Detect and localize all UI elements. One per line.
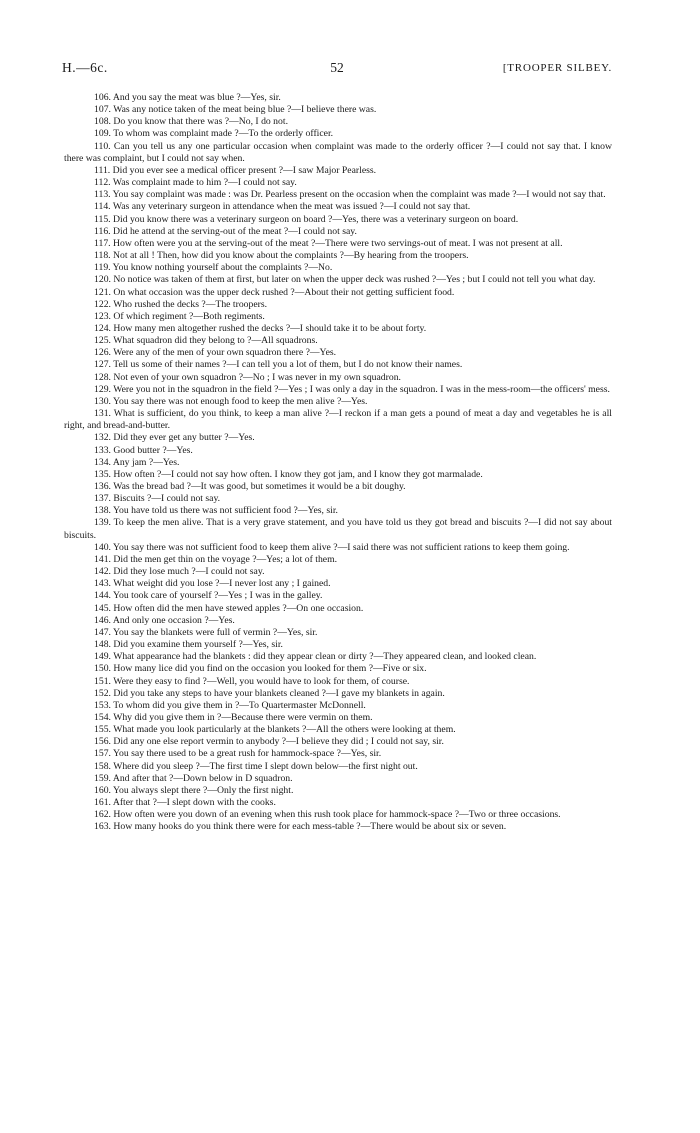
question-answer-paragraph: 119. You know nothing yourself about the complaints ?—No. [94,262,333,274]
question-answer-paragraph: 131. What is sufficient, do you think, to keep a man alive ?—I reckon if a man gets a pound of meat a day and vegetables he is all right, and bread-and-butter. [64,408,612,432]
question-answer-paragraph: 108. Do you know that there was ?—No, I do not. [94,116,288,128]
question-answer-paragraph: 135. How often ?—I could not say how often. I know they got jam, and I know they got marmalade. [94,468,483,480]
question-answer-paragraph: 161. After that ?—I slept down with the cooks. [94,797,276,809]
question-answer-paragraph: 149. What appearance had the blankets : did they appear clean or dirty ?—They appeared clean, and looked clean. [94,651,537,663]
question-answer-paragraph: 110. Can you tell us any one particular occasion when complaint was made to the orderly officer ?—I could not say that. I know there was complaint, but I could not say when. [64,140,612,164]
question-answer-paragraph: 153. To whom did you give them in ?—To Quartermaster McDonnell. [94,699,366,711]
question-answer-paragraph: 127. Tell us some of their names ?—I can tell you a lot of them, but I do not know their names. [94,359,463,371]
question-answer-paragraph: 111. Did you ever see a medical officer present ?—I saw Major Pearless. [94,164,377,176]
question-answer-paragraph: 145. How often did the men have stewed apples ?—On one occasion. [94,602,364,614]
question-answer-paragraph: 154. Why did you give them in ?—Because there were vermin on them. [94,711,373,723]
question-answer-paragraph: 157. You say there used to be a great rush for hammock-space ?—Yes, sir. [94,748,382,760]
question-answer-paragraph: 123. Of which regiment ?—Both regiments. [94,310,265,322]
question-answer-paragraph: 134. Any jam ?—Yes. [94,456,180,468]
question-answer-paragraph: 132. Did they ever get any butter ?—Yes. [94,432,255,444]
page-header [62,60,612,78]
question-answer-paragraph: 147. You say the blankets were full of vermin ?—Yes, sir. [94,626,318,638]
question-answer-paragraph: 156. Did any one else report vermin to anybody ?—I believe they did ; I could not say, sir. [94,736,444,748]
question-answer-paragraph: 118. Not at all ! Then, how did you know about the complaints ?—By hearing from the troopers. [94,250,469,262]
question-answer-paragraph: 106. And you say the meat was blue ?—Yes, sir. [94,92,281,103]
question-answer-paragraph: 150. How many lice did you find on the occasion you looked for them ?—Five or six. [94,663,427,675]
question-answer-paragraph: 142. Did they lose much ?—I could not say. [94,566,265,578]
question-answer-paragraph: 159. And after that ?—Down below in D squadron. [94,772,293,784]
question-answer-paragraph: 138. You have told us there was not sufficient food ?—Yes, sir. [94,505,338,517]
question-answer-paragraph: 117. How often were you at the serving-out of the meat ?—There were two servings-out of meat. I was not present at all. [94,237,563,249]
question-answer-paragraph: 152. Did you take any steps to have your blankets cleaned ?—I gave my blankets in again. [94,687,445,699]
question-answer-paragraph: 148. Did you examine them yourself ?—Yes, sir. [94,639,283,651]
question-answer-paragraph: 140. You say there was not sufficient food to keep them alive ?—I said there was not sufficient rations to keep them going. [94,541,570,553]
question-answer-paragraph: 120. No notice was taken of them at first, but later on when the upper deck was rushed ?—Yes ; but I could not tell you what day. [94,274,596,286]
question-answer-paragraph: 114. Was any veterinary surgeon in attendance when the meat was issued ?—I could not say that. [94,201,471,213]
question-answer-paragraph: 162. How often were you down of an evening when this rush took place for hammock-space ?—Two or three occasions. [94,809,561,821]
question-answer-paragraph: 158. Where did you sleep ?—The first time I slept down below—the first night out. [94,760,418,772]
transcript-body [64,92,612,834]
question-answer-paragraph: 115. Did you know there was a veterinary surgeon on board ?—Yes, there was a veterinary surgeon on board. [94,213,519,225]
question-answer-paragraph: 129. Were you not in the squadron in the field ?—Yes ; I was only a day in the squadron. I was in the mess-room—the officers' mess. [94,383,610,395]
question-answer-paragraph: 163. How many hooks do you think there were for each mess-table ?—There would be about six or seven. [94,821,507,833]
question-answer-paragraph: 107. Was any notice taken of the meat being blue ?—I believe there was. [94,104,377,116]
question-answer-paragraph: 130. You say there was not enough food to keep the men alive ?—Yes. [94,395,368,407]
question-answer-paragraph: 137. Biscuits ?—I could not say. [94,493,221,505]
question-answer-paragraph: 126. Were any of the men of your own squadron there ?—Yes. [94,347,337,359]
question-answer-paragraph: 136. Was the bread bad ?—It was good, but sometimes it would be a bit doughy. [94,481,406,492]
question-answer-paragraph: 144. You took care of yourself ?—Yes ; I was in the galley. [94,590,323,602]
document-code: H.—6c. [62,60,108,75]
question-answer-paragraph: 128. Not even of your own squadron ?—No ; I was never in my own squadron. [94,371,401,383]
question-answer-paragraph: 116. Did he attend at the serving-out of the meat ?—I could not say. [94,225,357,237]
question-answer-paragraph: 109. To whom was complaint made ?—To the orderly officer. [94,128,334,140]
question-answer-paragraph: 141. Did the men get thin on the voyage ?—Yes; a lot of them. [94,553,338,565]
question-answer-paragraph: 124. How many men altogether rushed the decks ?—I should take it to be about forty. [94,322,427,334]
question-answer-paragraph: 122. Who rushed the decks ?—The troopers. [94,298,268,310]
question-answer-paragraph: 143. What weight did you lose ?—I never lost any ; I gained. [94,578,331,590]
question-answer-paragraph: 121. On what occasion was the upper deck rushed ?—About their not getting sufficient food. [94,286,455,298]
running-head: [TROOPER SILBEY. [502,62,612,74]
page-number: 52 [330,60,344,75]
question-answer-paragraph: 113. You say complaint was made : was Dr. Pearless present on the occasion when the complaint was made ?—I would not say that. [94,189,606,201]
question-answer-paragraph: 112. Was complaint made to him ?—I could not say. [94,177,297,189]
question-answer-paragraph: 139. To keep the men alive. That is a very grave statement, and you have told us they got bread and biscuits ?—I did not say about biscuits. [64,517,612,541]
question-answer-paragraph: 146. And only one occasion ?—Yes. [94,614,235,626]
question-answer-paragraph: 133. Good butter ?—Yes. [94,444,193,456]
question-answer-paragraph: 151. Were they easy to find ?—Well, you would have to look for them, of course. [94,675,410,687]
question-answer-paragraph: 155. What made you look particularly at the blankets ?—All the others were looking at them. [94,724,456,736]
question-answer-paragraph: 125. What squadron did they belong to ?—All squadrons. [94,335,318,347]
question-answer-paragraph: 160. You always slept there ?—Only the first night. [94,784,294,796]
